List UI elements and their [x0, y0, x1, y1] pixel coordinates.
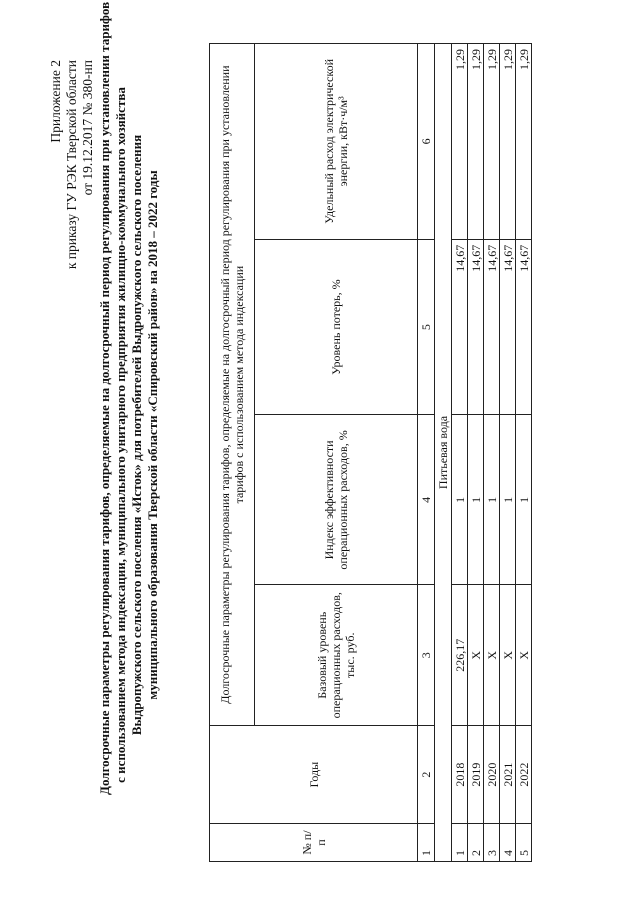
row-number: 2: [468, 824, 484, 862]
row-efficiency-index: 1: [468, 415, 484, 585]
appendix-block: [48, 60, 96, 269]
row-energy-consumption: 1,29: [452, 44, 468, 240]
header-group: Долгосрочные параметры регулирования тарифов, определяемые на долгосрочный период регулирования при установлении тарифов с использованием метода индексации: [210, 44, 255, 726]
table-row: [484, 44, 500, 862]
column-number: 3: [418, 585, 435, 726]
column-number: 1: [418, 824, 435, 862]
row-loss-level: 14,67: [516, 239, 532, 415]
column-number: 6: [418, 44, 435, 240]
row-number: 3: [484, 824, 500, 862]
row-base-level: X: [500, 585, 516, 726]
header-base-level: Базовый уровень операционных расходов, тыс. руб.: [255, 585, 418, 726]
table-row: [500, 44, 516, 862]
title-line: муниципального образования Тверской области «Спировский район» на 2018 – 2022 годы: [145, 170, 160, 700]
column-number: 4: [418, 415, 435, 585]
row-year: 2018: [452, 726, 468, 824]
row-loss-level: 14,67: [484, 239, 500, 415]
column-number-row: [418, 44, 435, 862]
row-energy-consumption: 1,29: [468, 44, 484, 240]
table-row: [516, 44, 532, 862]
document-title: [97, 1, 161, 795]
row-energy-consumption: 1,29: [500, 44, 516, 240]
row-number: 4: [500, 824, 516, 862]
row-efficiency-index: 1: [516, 415, 532, 585]
header-energy-consumption: Удельный расход электрической энергии, кВт·ч/м³: [255, 44, 418, 240]
column-number: 5: [418, 239, 435, 415]
row-energy-consumption: 1,29: [516, 44, 532, 240]
title-line: с использованием метода индексации, муниципального унитарного предприятия жилищно-коммунального хозяйства: [113, 87, 128, 783]
row-base-level: X: [484, 585, 500, 726]
row-year: 2022: [516, 726, 532, 824]
row-efficiency-index: 1: [452, 415, 468, 585]
title-line: Долгосрочные параметры регулирования тарифов, определяемые на долгосрочный период регулирования при установлении тарифов: [97, 1, 112, 795]
row-year: 2021: [500, 726, 516, 824]
row-year: 2019: [468, 726, 484, 824]
table-row: [452, 44, 468, 862]
row-loss-level: 14,67: [468, 239, 484, 415]
appendix-date: от 19.12.2017 № 380-нп: [80, 60, 95, 196]
row-number: 1: [452, 824, 468, 862]
section-title: Питьевая вода: [435, 44, 452, 862]
header-number: № п/п: [210, 824, 418, 862]
row-base-level: X: [516, 585, 532, 726]
row-efficiency-index: 1: [500, 415, 516, 585]
row-energy-consumption: 1,29: [484, 44, 500, 240]
row-base-level: 226,17: [452, 585, 468, 726]
row-loss-level: 14,67: [452, 239, 468, 415]
row-loss-level: 14,67: [500, 239, 516, 415]
row-number: 5: [516, 824, 532, 862]
title-line: Выдропужского сельского поселения «Исток» для потребителей Выдропужского сельского поселения: [129, 134, 144, 736]
header-loss-level: Уровень потерь, %: [255, 239, 418, 415]
section-row: [435, 44, 452, 862]
appendix-title: Приложение 2: [48, 60, 63, 143]
table-row: [468, 44, 484, 862]
header-efficiency-index: Индекс эффективности операционных расходов, %: [255, 415, 418, 585]
parameters-table: [209, 43, 532, 862]
row-base-level: X: [468, 585, 484, 726]
row-efficiency-index: 1: [484, 415, 500, 585]
row-year: 2020: [484, 726, 500, 824]
appendix-order: к приказу ГУ РЭК Тверской области: [64, 60, 79, 270]
column-number: 2: [418, 726, 435, 824]
header-years: Годы: [210, 726, 418, 824]
